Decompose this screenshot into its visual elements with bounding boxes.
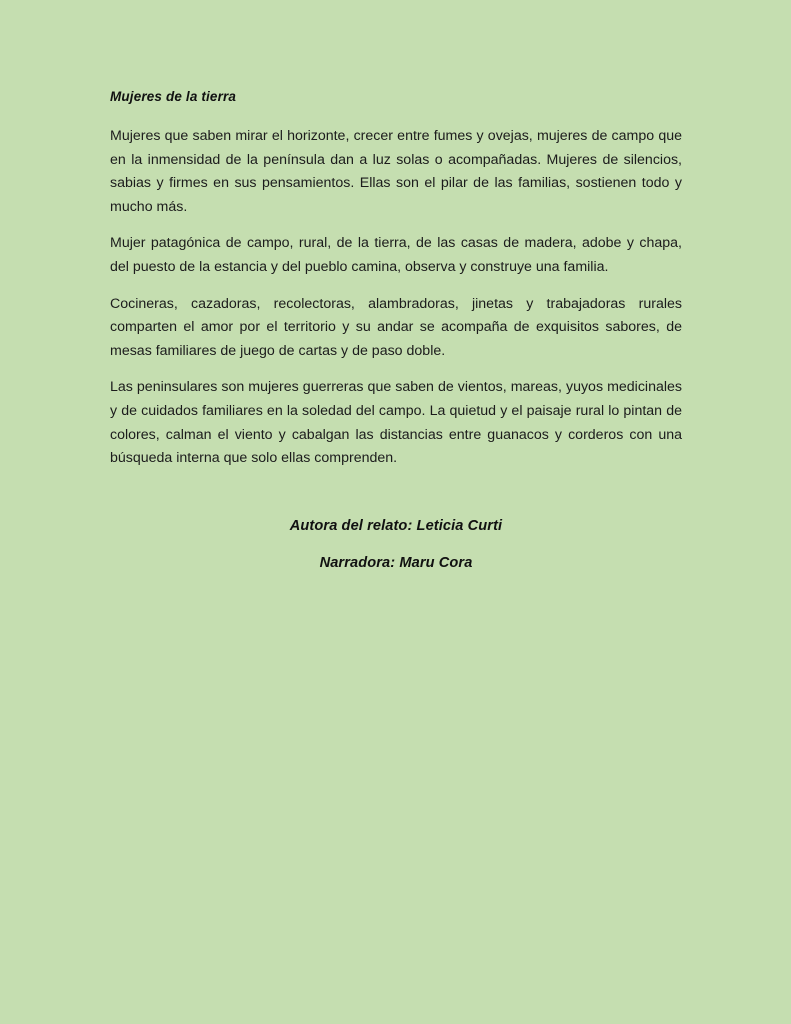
body-paragraph-2: Mujer patagónica de campo, rural, de la tierra, de las casas de madera, adobe y chapa, del puesto de la estancia y del pueblo camina, observa y construye una familia.: [110, 235, 682, 275]
body-paragraph-4: Las peninsulares son mujeres guerreras que saben de vientos, mareas, yuyos medicinales y de cuidados familiares en la soledad del campo. La quietud y el paisaje rural lo pintan de colores, calman el viento y cabalgan las distancias entre guanacos y corderos con una búsqueda interna que solo ellas comprenden.: [110, 379, 682, 467]
credits-block: [110, 516, 682, 573]
page-title: Mujeres de la tierra: [110, 89, 237, 104]
credit-narrator: Narradora: Maru Cora: [319, 554, 473, 571]
document-content: [110, 88, 682, 573]
body-paragraph-3: Cocineras, cazadoras, recolectoras, alambradoras, jinetas y trabajadoras rurales comparten el amor por el territorio y su andar se acompaña de exquisitos sabores, de mesas familiares de juego de cartas y de paso doble.: [110, 295, 682, 359]
body-paragraph-1: Mujeres que saben mirar el horizonte, crecer entre fumes y ovejas, mujeres de campo que en la inmensidad de la península dan a luz solas o acompañadas. Mujeres de silencios, sabias y firmes en sus pensamientos. Ellas son el pilar de las familias, sostienen todo y mucho más.: [110, 128, 682, 215]
credit-author: Autora del relato: Leticia Curti: [289, 517, 503, 534]
